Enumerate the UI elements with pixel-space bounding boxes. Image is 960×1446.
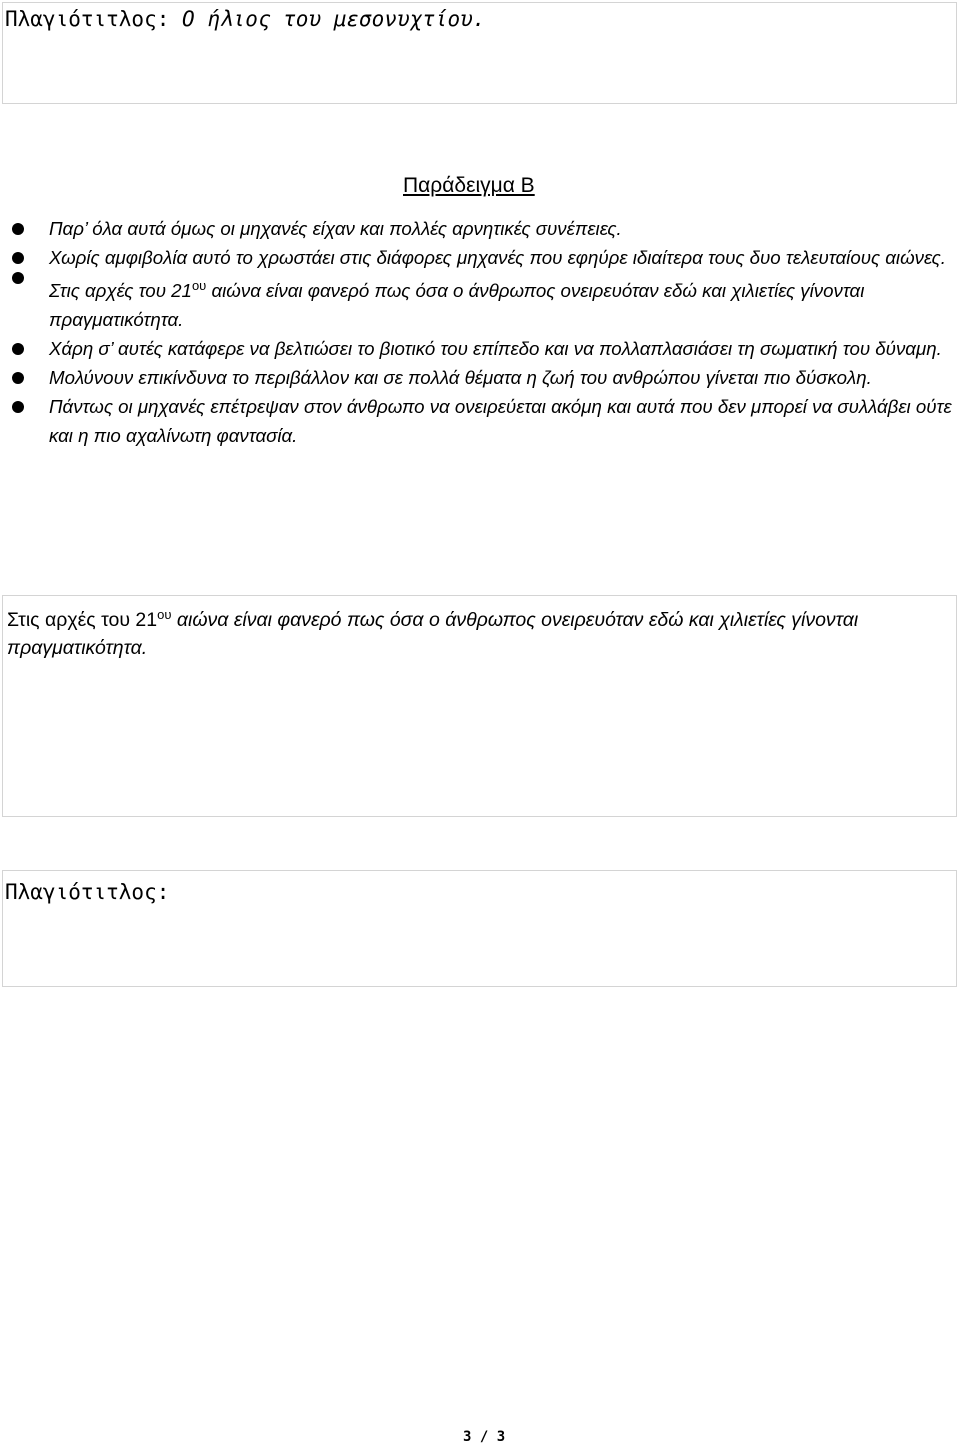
list-item-text: Μολύνουν επικίνδυνα το περιβάλλον και σε πολλά θέματα η ζωή του ανθρώπου γίνεται πιο δύσκολη. bbox=[49, 367, 872, 388]
ordinal-superscript: ου bbox=[191, 278, 207, 293]
page-number: 3 / 3 bbox=[463, 1429, 506, 1445]
answer-text bbox=[7, 606, 937, 662]
bullet-icon bbox=[12, 401, 24, 413]
list-item bbox=[12, 392, 952, 450]
list-item-text: Χωρίς αμφιβολία αυτό το χρωστάει στις διάφορες μηχανές που εφηύρε ιδιαίτερα τους δυο τελευταίους αιώνες. bbox=[49, 247, 946, 268]
sentence-list bbox=[12, 214, 952, 450]
ordinal-superscript: ου bbox=[157, 607, 172, 622]
list-item bbox=[12, 243, 952, 272]
bullet-icon bbox=[12, 272, 24, 284]
bullet-icon bbox=[12, 252, 24, 264]
subtitle-line bbox=[5, 6, 485, 32]
list-item bbox=[12, 214, 952, 243]
list-item-text: Παρ’ όλα αυτά όμως οι μηχανές είχαν και πολλές αρνητικές συνέπειες. bbox=[49, 218, 622, 239]
list-item-text: Πάντως οι μηχανές επέτρεψαν στον άνθρωπο να ονειρεύεται ακόμη και αυτά που δεν μπορεί να συλλάβει ούτε και η πιο αχαλίνωτη φαντασία. bbox=[49, 396, 952, 446]
list-item bbox=[12, 334, 952, 363]
list-item bbox=[12, 272, 952, 334]
bullet-icon bbox=[12, 372, 24, 384]
bullet-icon bbox=[12, 343, 24, 355]
list-item bbox=[12, 363, 952, 392]
answer-text-end: αιώνα είναι φανερό πως όσα ο άνθρωπος ονειρευόταν εδώ και χιλιετίες γίνονται πραγματικότητα. bbox=[7, 609, 859, 659]
subtitle-text: Ο ήλιος του μεσονυχτίου. bbox=[169, 7, 486, 31]
answer-text-start: Στις αρχές του 21 bbox=[7, 609, 158, 631]
list-item-text-start: Στις αρχές του 21 bbox=[49, 280, 192, 301]
subtitle-label-2: Πλαγιότιτλος: bbox=[5, 880, 170, 904]
bullet-icon bbox=[12, 223, 24, 235]
subtitle-label: Πλαγιότιτλος: bbox=[5, 7, 170, 31]
example-heading: Παράδειγμα Β bbox=[403, 174, 535, 197]
list-item-text-end: αιώνα είναι φανερό πως όσα ο άνθρωπος ονειρευόταν εδώ και χιλιετίες γίνονται πραγματικότητα. bbox=[49, 280, 865, 330]
list-item-text: Χάρη σ’ αυτές κατάφερε να βελτιώσει το βιοτικό του επίπεδο και να πολλαπλασιάσει τη σωματική του δύναμη. bbox=[49, 338, 942, 359]
